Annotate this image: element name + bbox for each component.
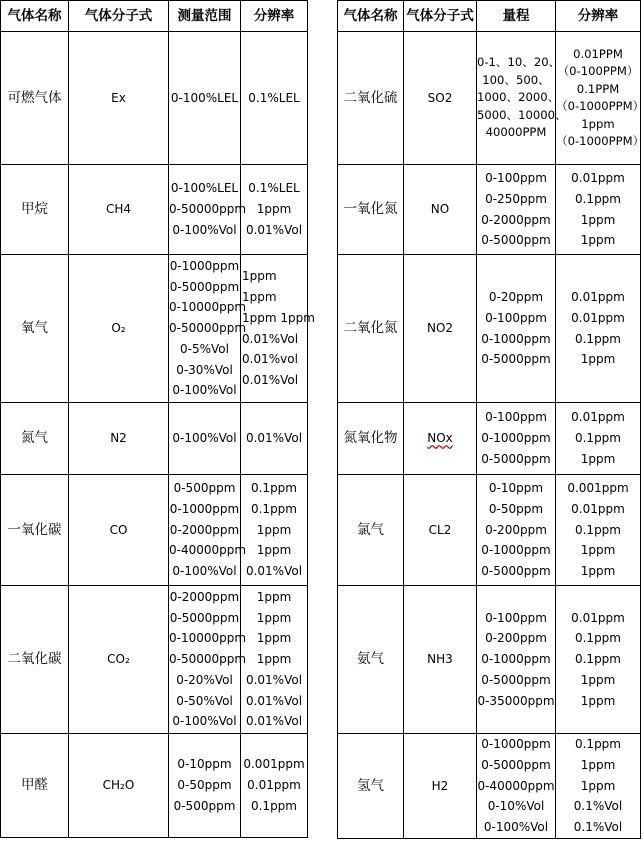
- range-line: 0-2000ppm: [169, 522, 240, 537]
- resolution-line: 0.1PPM: [576, 81, 620, 96]
- gas-formula-cell: CH₂O: [69, 734, 169, 838]
- range-line: 0-50000ppm: [169, 652, 247, 667]
- gas-name-cell: 氧气: [1, 255, 69, 403]
- resolution-line: 0.01%Vol: [245, 222, 303, 237]
- resolution-line: 0.01%Vol: [242, 373, 299, 388]
- table-row: [338, 403, 641, 475]
- gas-formula-cell: CO₂: [69, 586, 169, 734]
- resolution-cell: [241, 475, 308, 586]
- measure-range-cell: [169, 165, 247, 255]
- range-line: 0-5000ppm: [481, 233, 551, 248]
- range-line: 40000PPM: [485, 125, 547, 140]
- resolution-cell: [241, 32, 308, 165]
- gas-name-cell: 氮氧化物: [338, 403, 404, 475]
- range-line: 0-5000ppm: [481, 672, 551, 687]
- resolution-line: 0.1%Vol: [573, 799, 623, 814]
- measure-range-cell: [477, 32, 567, 165]
- measure-range-cell: [477, 255, 556, 403]
- resolution-line: 0.1%LEL: [248, 90, 300, 105]
- table-row: [338, 475, 641, 586]
- range-line: 0-40000ppm: [169, 543, 247, 558]
- table-row: [1, 32, 308, 165]
- resolution-line: 1ppm: [242, 289, 277, 304]
- gas-formula-cell: NO2: [404, 255, 477, 403]
- resolution-line: 1ppm: [256, 631, 292, 646]
- resolution-line: 0.01ppm: [571, 289, 625, 304]
- gas-name-cell: 二氧化碳: [1, 586, 69, 734]
- measure-range-cell: [169, 734, 241, 838]
- range-line: 0-1000ppm: [481, 331, 551, 346]
- resolution-line: 0.1ppm: [574, 331, 621, 346]
- gas-name-cell: 二氧化氮: [338, 255, 404, 403]
- table-row: [338, 586, 641, 734]
- resolution-line: 0.001ppm: [243, 757, 305, 772]
- range-line: 0-50000ppm: [169, 321, 247, 336]
- resolution-line: 0.01ppm: [571, 610, 625, 625]
- table-row: [338, 32, 641, 165]
- table-row: [338, 734, 641, 839]
- range-line: 0-500ppm: [173, 798, 236, 813]
- range-line: 0-20ppm: [488, 289, 544, 304]
- range-line: 0-1000ppm: [481, 652, 551, 667]
- resolution-line: （0-1000PPM）: [556, 99, 644, 113]
- range-line: 0-100%LEL: [170, 181, 239, 196]
- measure-range-cell: [169, 403, 241, 475]
- resolution-line: 0.1ppm: [574, 431, 621, 446]
- resolution-line: 0.01ppm: [571, 170, 625, 185]
- range-line: 0-1000ppm: [169, 501, 240, 516]
- gas-name-cell: 可燃气体: [1, 32, 69, 165]
- resolution-line: 1ppm: [581, 116, 615, 131]
- range-line: 0-50ppm: [177, 778, 232, 793]
- resolution-line: 1ppm: [580, 352, 616, 367]
- resolution-cell: [556, 403, 641, 475]
- range-line: 0-30%Vol: [176, 362, 233, 377]
- resolution-line: 1ppm: [256, 652, 292, 667]
- resolution-line: 0.1ppm: [250, 798, 297, 813]
- range-line: 0-10000ppm: [169, 631, 247, 646]
- range-line: 0-50ppm: [488, 501, 544, 516]
- resolution-line: 1ppm: [580, 672, 616, 687]
- gas-name-cell: 氯气: [338, 475, 404, 586]
- header-range: 量程: [477, 1, 556, 32]
- header-resolution: 分辨率: [241, 1, 308, 32]
- header-range: 测量范围: [169, 1, 241, 32]
- measure-range-cell: [477, 403, 556, 475]
- gas-formula-cell: CO: [69, 475, 169, 586]
- header-formula: 气体分子式: [404, 1, 477, 32]
- table-row: [338, 255, 641, 403]
- header-resolution: 分辨率: [556, 1, 641, 32]
- resolution-line: 1ppm: [256, 589, 292, 604]
- range-line: 0-10ppm: [177, 757, 232, 772]
- resolution-line: 1ppm: [256, 543, 292, 558]
- resolution-line: 1ppm 1ppm: [242, 310, 315, 325]
- gas-name-cell: 一氧化碳: [1, 475, 69, 586]
- resolution-line: 1ppm: [580, 778, 616, 793]
- resolution-line: 0.1%LEL: [248, 181, 300, 196]
- resolution-cell: [241, 165, 308, 255]
- range-line: 0-35000ppm: [477, 693, 555, 708]
- gas-name-cell: 甲烷: [1, 165, 69, 255]
- gas-formula-cell: NH3: [404, 586, 477, 734]
- header-formula: 气体分子式: [69, 1, 169, 32]
- range-line: 0-20%Vol: [176, 672, 233, 687]
- range-line: 0-5000ppm: [481, 757, 551, 772]
- range-line: 0-100ppm: [485, 310, 547, 325]
- resolution-line: 1ppm: [580, 564, 616, 579]
- resolution-line: 0.01%vol: [242, 352, 298, 367]
- gas-formula-cell: CL2: [404, 475, 477, 586]
- resolution-line: 0.1ppm: [574, 191, 621, 206]
- range-line: 0-1000ppm: [481, 737, 551, 751]
- range-line: 0-2000ppm: [169, 589, 240, 604]
- resolution-line: 0.01ppm: [247, 778, 301, 793]
- range-line: 0-100%Vol: [172, 714, 237, 729]
- resolution-line: 1ppm: [242, 269, 277, 284]
- resolution-cell: [556, 165, 641, 255]
- measure-range-cell: [169, 586, 247, 734]
- resolution-line: 0.001ppm: [567, 481, 629, 495]
- range-line: 0-100%LEL: [170, 90, 239, 105]
- range-line: 0-10000ppm: [169, 300, 247, 315]
- resolution-line: 0.1ppm: [250, 501, 297, 516]
- gas-name-cell: 氨气: [338, 586, 404, 734]
- range-line: 0-1、10、20、: [477, 55, 561, 70]
- range-line: 0-100%Vol: [172, 431, 237, 446]
- range-line: 0-100ppm: [485, 410, 547, 425]
- range-line: 100、500、: [482, 72, 550, 87]
- gas-name-cell: 氮气: [1, 403, 69, 475]
- header-gas-name: 气体名称: [338, 1, 404, 32]
- resolution-line: 0.01%Vol: [245, 431, 303, 446]
- range-line: 0-5000ppm: [481, 564, 551, 579]
- header-gas-name: 气体名称: [1, 1, 69, 32]
- range-line: 0-1000ppm: [481, 543, 551, 558]
- table-row: [338, 165, 641, 255]
- range-line: 0-5000ppm: [481, 352, 551, 367]
- gas-formula-cell: NO: [404, 165, 477, 255]
- gas-name-cell: 二氧化硫: [338, 32, 404, 165]
- gas-spec-table-right: [337, 0, 644, 839]
- resolution-cell: [556, 255, 641, 403]
- resolution-line: 0.01%Vol: [242, 331, 299, 346]
- range-line: 0-1000ppm: [481, 431, 551, 446]
- resolution-line: 1ppm: [580, 757, 616, 772]
- range-line: 0-50000ppm: [169, 202, 247, 217]
- range-line: 0-100%Vol: [172, 383, 237, 398]
- gas-name-cell: 氢气: [338, 734, 404, 839]
- resolution-line: 0.01ppm: [571, 501, 625, 516]
- table-header-row: [1, 1, 308, 32]
- gas-formula-cell: Ex: [69, 32, 169, 165]
- range-line: 0-100%Vol: [483, 820, 549, 835]
- range-line: 0-10ppm: [488, 481, 544, 495]
- range-line: 0-50%Vol: [176, 693, 233, 708]
- range-line: 0-100%Vol: [172, 564, 237, 579]
- range-line: 0-500ppm: [173, 481, 236, 495]
- gas-formula-cell: O₂: [69, 255, 169, 403]
- resolution-cell: [241, 403, 308, 475]
- range-line: 0-100ppm: [485, 610, 547, 625]
- resolution-line: 0.01PPM: [573, 46, 623, 61]
- resolution-line: 1ppm: [580, 212, 616, 227]
- resolution-line: 0.1ppm: [574, 631, 621, 646]
- table-row: [1, 475, 308, 586]
- resolution-line: 0.01%Vol: [245, 693, 303, 708]
- resolution-line: （0-1000PPM）: [556, 134, 644, 148]
- resolution-cell: [556, 586, 641, 734]
- resolution-line: 0.01ppm: [571, 410, 625, 425]
- resolution-line: 1ppm: [580, 693, 616, 708]
- resolution-line: 0.1ppm: [574, 522, 621, 537]
- range-line: 0-100%Vol: [172, 222, 237, 237]
- resolution-cell: [241, 734, 308, 838]
- range-line: 0-1000ppm: [169, 258, 240, 273]
- gas-formula-cell: N2: [69, 403, 169, 475]
- measure-range-cell: [477, 586, 556, 734]
- resolution-line: 1ppm: [580, 543, 616, 558]
- table-row: [1, 403, 308, 475]
- resolution-line: 0.1ppm: [574, 737, 621, 751]
- range-line: 0-200ppm: [485, 522, 547, 537]
- range-line: 0-10%Vol: [487, 799, 545, 814]
- measure-range-cell: [169, 475, 247, 586]
- resolution-cell: [556, 475, 641, 586]
- measure-range-cell: [477, 734, 556, 839]
- resolution-line: 0.1ppm: [574, 652, 621, 667]
- table-row: [1, 734, 308, 838]
- table-header-row: [338, 1, 641, 32]
- gas-name-cell: 甲醛: [1, 734, 69, 838]
- resolution-cell: [241, 586, 308, 734]
- resolution-line: 0.01%Vol: [245, 672, 303, 687]
- measure-range-cell: [169, 255, 247, 403]
- resolution-line: 0.1%Vol: [573, 820, 623, 835]
- measure-range-cell: [169, 32, 241, 165]
- resolution-line: （0-100PPM）: [557, 64, 639, 78]
- range-line: 0-5000ppm: [169, 279, 240, 294]
- resolution-line: 1ppm: [580, 451, 616, 466]
- range-line: 0-5000ppm: [481, 451, 551, 466]
- resolution-line: 0.1ppm: [250, 481, 297, 495]
- resolution-line: 0.01%Vol: [245, 564, 303, 579]
- measure-range-cell: [477, 165, 556, 255]
- resolution-line: 1ppm: [580, 233, 616, 248]
- gas-name-cell: 一氧化氮: [338, 165, 404, 255]
- range-line: 0-100ppm: [485, 170, 547, 185]
- range-line: 0-40000ppm: [477, 778, 555, 793]
- table-row: [1, 165, 308, 255]
- resolution-line: 1ppm: [256, 202, 292, 217]
- measure-range-cell: [477, 475, 556, 586]
- table-row: [1, 255, 308, 403]
- resolution-line: 1ppm: [256, 522, 292, 537]
- gas-formula-cell: NOx: [404, 403, 477, 475]
- resolution-cell: [241, 255, 315, 403]
- range-line: 0-5000ppm: [169, 610, 240, 625]
- range-line: 0-200ppm: [485, 631, 547, 646]
- resolution-line: 1ppm: [256, 610, 292, 625]
- gas-formula-cell: H2: [404, 734, 477, 839]
- range-line: 0-250ppm: [485, 191, 547, 206]
- range-line: 0-5%Vol: [180, 341, 229, 356]
- resolution-line: 0.01%Vol: [245, 714, 303, 729]
- resolution-cell: [556, 32, 644, 165]
- range-line: 5000、10000、: [477, 107, 567, 122]
- table-row: [1, 586, 308, 734]
- range-line: 1000、2000、: [477, 90, 560, 105]
- resolution-cell: [556, 734, 641, 839]
- gas-formula-cell: CH4: [69, 165, 169, 255]
- gas-formula-cell: SO2: [404, 32, 477, 165]
- resolution-line: 0.01ppm: [571, 310, 625, 325]
- range-line: 0-2000ppm: [481, 212, 551, 227]
- gas-spec-table-left: [0, 0, 315, 838]
